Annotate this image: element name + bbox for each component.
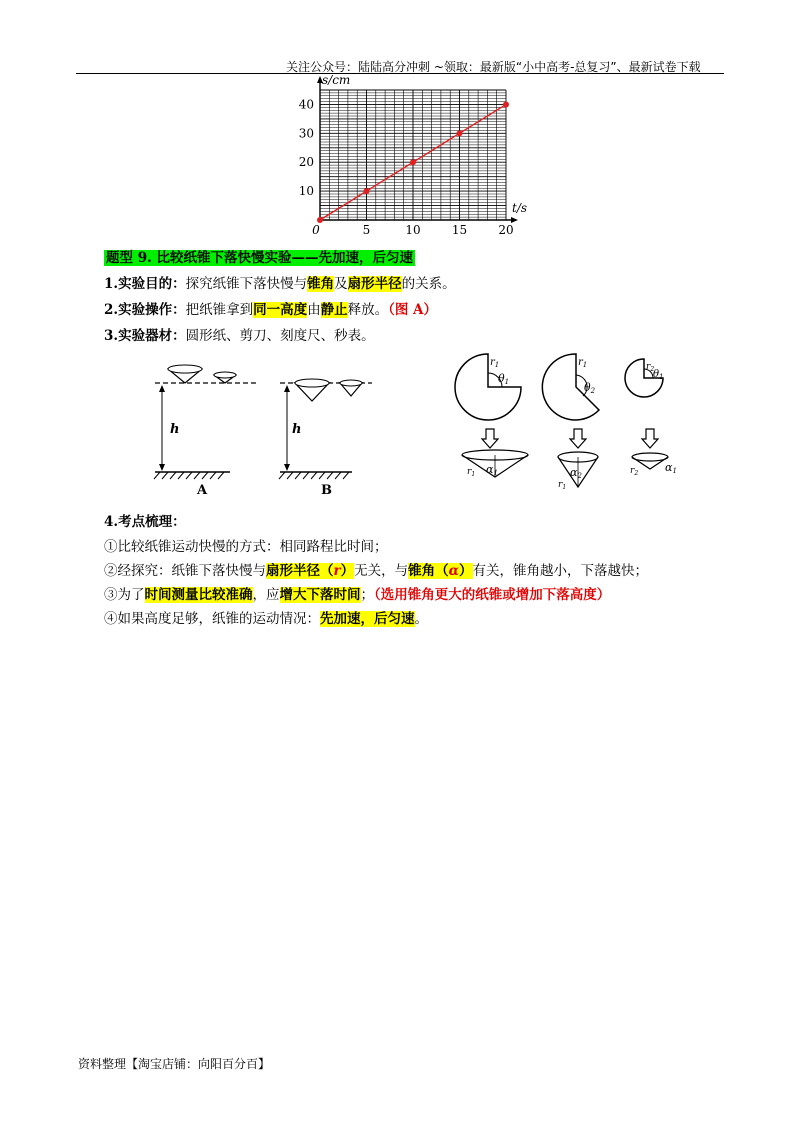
cone-3: [632, 453, 668, 461]
point-2-text-1: ②经探究：纸锥下落快慢与: [104, 563, 266, 579]
header-text: 关注公众号：陆陆高分冲刺 ~领取：最新版“小中高考-总复习”、最新试卷下载: [286, 60, 701, 74]
item-1-text-1: 探究纸锥下落快慢与: [185, 276, 308, 292]
sector-cone-figure: [450, 345, 690, 495]
footer-text: 资料整理【淘宝店铺：向阳百分百】: [78, 1057, 271, 1071]
y-axis-label: s/cm: [322, 73, 351, 87]
sector-1-r: $r_1$: [490, 357, 500, 369]
x-axis-label: t/s: [512, 201, 528, 215]
cone-small-b-rim: [340, 380, 362, 386]
cone-small-a-rim: [214, 372, 236, 378]
cone-3-r: $r_2$: [630, 466, 639, 477]
point-3-text-1: ③为了: [104, 587, 145, 603]
item-1: [104, 272, 456, 292]
x-tick-label: 10: [405, 223, 421, 237]
sector-2-r: $r_1$: [578, 357, 588, 369]
section-title-text: 题型 9. 比较纸锥下落快慢实验——先加速，后匀速: [106, 250, 413, 266]
point-3: [104, 583, 610, 603]
sector-3-r: $r_2$: [646, 362, 655, 373]
item-2-text-1: 把纸锥拿到: [185, 302, 254, 318]
item-3-label: 3.实验器材：: [104, 328, 186, 344]
data-point: [410, 159, 416, 165]
item-4: [104, 510, 186, 530]
point-4-text-2: 。: [414, 611, 428, 627]
ground-hatch-b: [279, 472, 349, 479]
point-1-text: ①比较纸锥运动快慢的方式：相同路程比时间；: [104, 539, 388, 555]
x-tick-label: 5: [362, 223, 371, 237]
sector-2-theta: θ2: [584, 381, 596, 395]
sector-3-theta: $\theta_1$: [653, 369, 664, 381]
item-2-text-3: 释放。: [347, 302, 389, 318]
x-tick-label: 20: [498, 223, 514, 237]
data-point: [457, 130, 463, 136]
cone-large-b-rim: [295, 379, 329, 387]
y-tick-label: 10: [298, 184, 314, 199]
point-2-text-3: 有关，锥角越小，下落越快；: [472, 563, 649, 579]
item-2: [104, 298, 437, 318]
ground-hatch-a: [154, 472, 224, 479]
item-2-highlight-2: 静止: [320, 302, 348, 318]
item-2-red-note: （图 A）: [388, 302, 438, 318]
chart-grid: [320, 90, 506, 220]
point-2-highlight-1: 扇形半径（r）: [266, 563, 355, 579]
y-tick-label: 20: [298, 155, 314, 170]
item-2-label: 2.实验操作：: [104, 302, 186, 318]
down-arrows: [482, 429, 658, 448]
x-tick-label: 15: [451, 223, 468, 237]
cone-3-alpha: α1: [665, 461, 677, 475]
point-3-highlight-1: 时间测量比较准确: [144, 587, 253, 603]
chart-axes: [317, 76, 518, 223]
item-1-text-2: 及: [334, 276, 348, 292]
point-2: [104, 559, 648, 579]
cone-2-alpha: α2: [570, 466, 582, 480]
point-3-text-2: ，应: [252, 587, 280, 603]
sector-1-theta: θ1: [498, 372, 510, 386]
point-4-highlight: 先加速，后匀速: [320, 611, 415, 627]
data-point: [364, 188, 370, 194]
item-4-label: 4.考点梳理：: [104, 514, 186, 530]
point-4: [104, 607, 428, 627]
cone-1-alpha: α1: [486, 463, 498, 477]
point-4-text-1: ④如果高度足够，纸锥的运动情况：: [104, 611, 320, 627]
label-b: B: [321, 483, 332, 498]
height-label-a: h: [170, 422, 180, 437]
item-2-highlight-1: 同一高度: [253, 302, 308, 318]
drop-setup-figure: [140, 356, 400, 501]
item-1-label: 1.实验目的：: [104, 276, 186, 292]
item-1-text-3: 的关系。: [401, 276, 456, 292]
cone-1-r: $r_1$: [467, 467, 476, 478]
cone-large-a-rim: [168, 365, 202, 373]
item-3-text: 圆形纸、剪刀、刻度尺、秒表。: [185, 328, 375, 344]
y-tick-label: 40: [298, 97, 314, 112]
sector-1: [455, 354, 521, 420]
section-title: [104, 246, 415, 266]
cone-2-r: $r_1$: [558, 480, 567, 491]
x-tick-label: 0: [312, 223, 320, 237]
item-2-text-2: 由: [307, 302, 321, 318]
height-label-b: h: [292, 422, 302, 437]
item-3: [104, 324, 375, 344]
point-3-text-3: ；: [360, 587, 374, 603]
data-point: [503, 101, 509, 107]
label-a: A: [197, 483, 208, 498]
point-3-highlight-2: 增大下落时间: [279, 587, 361, 603]
item-1-highlight-2: 扇形半径: [347, 276, 402, 292]
item-1-highlight-1: 锥角: [307, 276, 335, 292]
y-tick-label: 30: [298, 126, 314, 141]
point-2-text-2: 无关，与: [354, 563, 409, 579]
s-t-chart: [290, 72, 540, 242]
point-2-highlight-2: 锥角（α）: [408, 563, 473, 579]
point-1: [104, 535, 388, 555]
point-3-red-note: （选用锥角更大的纸锥或增加下落高度）: [374, 587, 611, 603]
